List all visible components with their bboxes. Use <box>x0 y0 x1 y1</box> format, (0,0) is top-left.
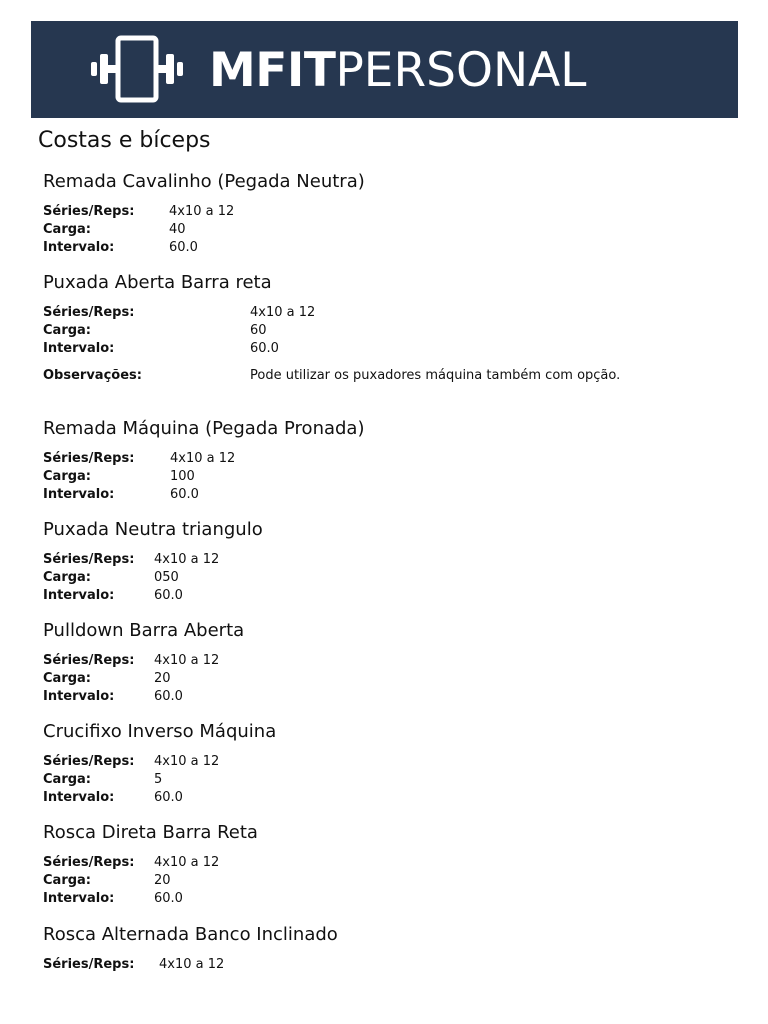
intervalo-label: Intervalo: <box>43 790 115 805</box>
intervalo-row <box>43 890 723 908</box>
exercise-name: Rosca Direta Barra Reta <box>43 822 258 843</box>
series-label: Séries/Reps: <box>43 204 135 219</box>
series-row <box>43 956 723 974</box>
header-banner <box>31 21 738 118</box>
intervalo-row <box>43 688 723 706</box>
observacoes-row <box>43 367 723 384</box>
exercise-card <box>43 924 723 974</box>
carga-value: 60 <box>250 323 267 338</box>
carga-value: 050 <box>154 570 179 585</box>
page-title: Costas e bíceps <box>38 128 211 153</box>
series-label: Séries/Reps: <box>43 957 135 972</box>
carga-row <box>43 670 723 688</box>
series-value: 4x10 a 12 <box>154 552 220 567</box>
intervalo-row <box>43 587 723 605</box>
brand-light-text: PERSONAL <box>335 42 587 98</box>
series-row <box>43 551 723 569</box>
intervalo-value: 60.0 <box>169 240 198 255</box>
dumbbell-icon <box>87 34 187 104</box>
exercise-card <box>43 171 723 257</box>
intervalo-row <box>43 239 723 257</box>
series-row <box>43 652 723 670</box>
intervalo-value: 60.0 <box>154 588 183 603</box>
exercise-name: Rosca Alternada Banco Inclinado <box>43 924 338 945</box>
exercise-card <box>43 272 723 384</box>
carga-value: 20 <box>154 671 171 686</box>
intervalo-label: Intervalo: <box>43 240 115 255</box>
observacoes-value: Pode utilizar os puxadores máquina também com opção. <box>250 368 621 383</box>
intervalo-row <box>43 789 723 807</box>
series-row <box>43 203 723 221</box>
intervalo-label: Intervalo: <box>43 341 115 356</box>
carga-label: Carga: <box>43 222 92 237</box>
carga-row <box>43 221 723 239</box>
series-row <box>43 304 723 322</box>
carga-label: Carga: <box>43 323 92 338</box>
exercise-card <box>43 721 723 807</box>
carga-label: Carga: <box>43 570 92 585</box>
exercise-name: Pulldown Barra Aberta <box>43 620 245 641</box>
exercise-name: Crucifixo Inverso Máquina <box>43 721 277 742</box>
series-label: Séries/Reps: <box>43 653 135 668</box>
carga-row <box>43 872 723 890</box>
carga-value: 5 <box>154 772 163 787</box>
observacoes-label: Observações: <box>43 368 142 383</box>
intervalo-row <box>43 486 723 504</box>
series-value: 4x10 a 12 <box>154 855 220 870</box>
series-row <box>43 854 723 872</box>
series-label: Séries/Reps: <box>43 552 135 567</box>
exercise-card <box>43 620 723 706</box>
carga-value: 100 <box>170 469 195 484</box>
intervalo-label: Intervalo: <box>43 487 115 502</box>
exercise-card <box>43 519 723 605</box>
series-value: 4x10 a 12 <box>159 957 225 972</box>
series-value: 4x10 a 12 <box>154 754 220 769</box>
series-row <box>43 450 723 468</box>
series-value: 4x10 a 12 <box>250 305 316 320</box>
exercise-card <box>43 822 723 908</box>
series-value: 4x10 a 12 <box>170 451 236 466</box>
series-label: Séries/Reps: <box>43 451 135 466</box>
carga-label: Carga: <box>43 671 92 686</box>
exercise-name: Remada Máquina (Pegada Pronada) <box>43 418 365 439</box>
carga-value: 20 <box>154 873 171 888</box>
carga-value: 40 <box>169 222 186 237</box>
carga-row <box>43 569 723 587</box>
intervalo-value: 60.0 <box>250 341 279 356</box>
intervalo-label: Intervalo: <box>43 689 115 704</box>
carga-label: Carga: <box>43 873 92 888</box>
intervalo-value: 60.0 <box>154 790 183 805</box>
series-value: 4x10 a 12 <box>154 653 220 668</box>
brand-logo <box>209 35 586 105</box>
series-value: 4x10 a 12 <box>169 204 235 219</box>
series-row <box>43 753 723 771</box>
intervalo-value: 60.0 <box>154 689 183 704</box>
intervalo-row <box>43 340 723 358</box>
exercise-name: Puxada Neutra triangulo <box>43 519 263 540</box>
carga-row <box>43 322 723 340</box>
carga-row <box>43 468 723 486</box>
carga-label: Carga: <box>43 469 92 484</box>
intervalo-value: 60.0 <box>154 891 183 906</box>
exercise-name: Puxada Aberta Barra reta <box>43 272 272 293</box>
series-label: Séries/Reps: <box>43 754 135 769</box>
exercise-name: Remada Cavalinho (Pegada Neutra) <box>43 171 365 192</box>
intervalo-label: Intervalo: <box>43 891 115 906</box>
intervalo-value: 60.0 <box>170 487 199 502</box>
series-label: Séries/Reps: <box>43 855 135 870</box>
exercise-card <box>43 418 723 504</box>
brand-bold-text: MFIT <box>209 42 336 98</box>
carga-label: Carga: <box>43 772 92 787</box>
intervalo-label: Intervalo: <box>43 588 115 603</box>
series-label: Séries/Reps: <box>43 305 135 320</box>
carga-row <box>43 771 723 789</box>
